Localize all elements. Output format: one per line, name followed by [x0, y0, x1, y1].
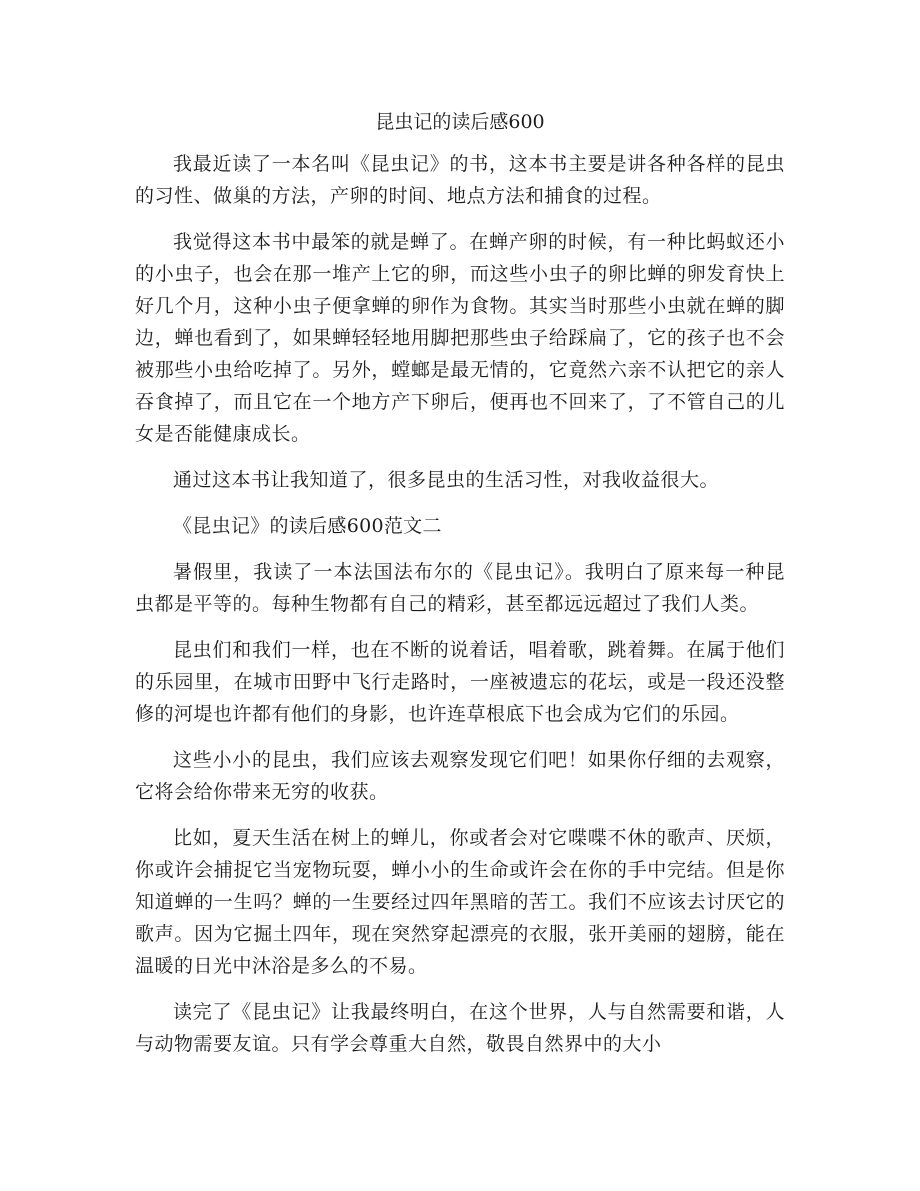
paragraph-6: 这些小小的昆虫，我们应该去观察发现它们吧！如果你仔细的去观察，它将会给你带来无穷的收获。: [135, 749, 785, 803]
paragraph-1: 我最近读了一本名叫《昆虫记》的书，这本书主要是讲各种各样的昆虫的习性、做巢的方法，产卵的时间、地点方法和捕食的过程。: [135, 153, 785, 207]
document-body: [135, 148, 785, 1074]
paragraph-7: 比如，夏天生活在树上的蝉儿，你或者会对它喋喋不休的歌声、厌烦，你或许会捕捉它当宠物玩耍，蝉小小的生命或许会在你的手中完结。但是你知道蝉的一生吗？蝉的一生要经过四年黑暗的苦工。我们不应该去讨厌它的歌声。因为它掘土四年，现在突然穿起漂亮的衣服，张开美丽的翅膀，能在温暖的日光中沐浴是多么的不易。: [135, 827, 785, 977]
paragraph-4: 暑假里，我读了一本法国法布尔的《昆虫记》。我明白了原来每一种昆虫都是平等的。每种生物都有自己的精彩，甚至都远远超过了我们人类。: [135, 561, 785, 615]
document-title: 昆虫记的读后感600: [375, 111, 545, 133]
paragraph-2: 我觉得这本书中最笨的就是蝉了。在蝉产卵的时候，有一种比蚂蚁还小的小虫子，也会在那一堆产上它的卵，而这些小虫子的卵比蝉的卵发育快上好几个月，这种小虫子便拿蝉的卵作为食物。其实当时那些小虫就在蝉的脚边，蝉也看到了，如果蝉轻轻地用脚把那些虫子给踩扁了，它的孩子也不会被那些小虫给吃掉了。另外，螳螂是最无情的，它竟然六亲不认把它的亲人吞食掉了，而且它在一个地方产下卵后，便再也不回来了，了不管自己的儿女是否能健康成长。: [135, 231, 785, 445]
section-subtitle: 《昆虫记》的读后感600范文二: [173, 515, 442, 537]
paragraph-8: 读完了《昆虫记》让我最终明白，在这个世界，人与自然需要和谐，人与动物需要友谊。只有学会尊重大自然，敬畏自然界中的大小: [135, 1001, 785, 1055]
paragraph-3: 通过这本书让我知道了，很多昆虫的生活习性，对我收益很大。: [173, 469, 720, 491]
paragraph-5: 昆虫们和我们一样，也在不断的说着话，唱着歌，跳着舞。在属于他们的乐园里，在城市田野中飞行走路时，一座被遗忘的花坛，或是一段还没整修的河堤也许都有他们的身影，也许连草根底下也会成为它们的乐园。: [135, 639, 785, 725]
